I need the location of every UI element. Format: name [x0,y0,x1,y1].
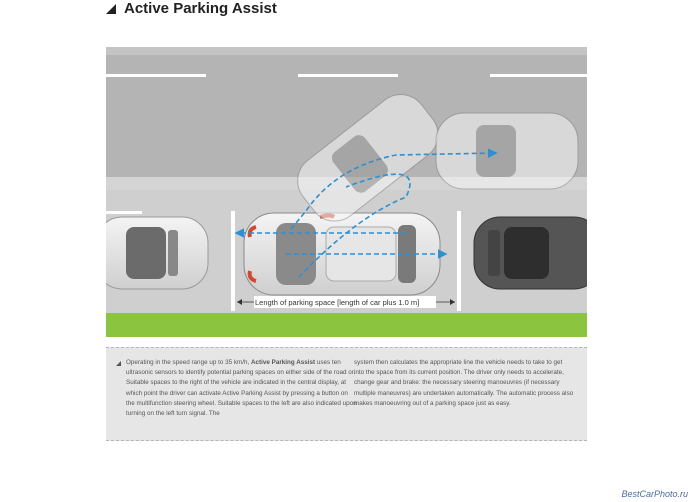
description-box [106,347,587,441]
para1-lead: Operating in the speed range up to 35 km/h, [126,359,251,366]
parking-illustration [106,47,587,337]
parked-car-right [474,217,587,289]
description-column-2 [354,358,574,409]
watermark: BestCarPhoto.ru [621,489,688,499]
para1-rest: uses ten ultrasonic sensors to identify potential parking spaces on either side of the road or. Suitable spaces to the right of the vehicle are indicated in the central display, at which point the driver can activate Active Parking Assist by pressing a button on the multifunction steering wheel. Suitable spaces to the left are also indicated upon turning on the left turn signal. The [126,359,357,418]
road-edge [106,47,587,55]
lane-markings [106,74,587,77]
parked-car-left [106,217,208,289]
bullet-triangle-icon [116,361,121,366]
para1-bold: Active Parking Assist [250,359,316,366]
para2: system then calculates the appropriate line the vehicle needs to take to get into the space from its current position. The driver only needs to accelerate, change gear and brake: the necessary steering manoeuvres (if necessary multiple maneuvres) are undertaken automatically. The automatic process also makes manoeuvring out of a parking space just as easy. [354,359,574,407]
bottom-divider [106,440,587,441]
title-text: Active Parking Assist [124,0,277,17]
title-triangle-icon [106,4,116,14]
grass-strip [106,313,587,337]
top-divider [106,347,587,348]
description-column-1 [126,358,358,419]
parking-space-label: Length of parking space [length of car plus 1.0 m] [255,298,420,307]
page-title [106,0,277,17]
ghost-car-road [436,113,578,189]
